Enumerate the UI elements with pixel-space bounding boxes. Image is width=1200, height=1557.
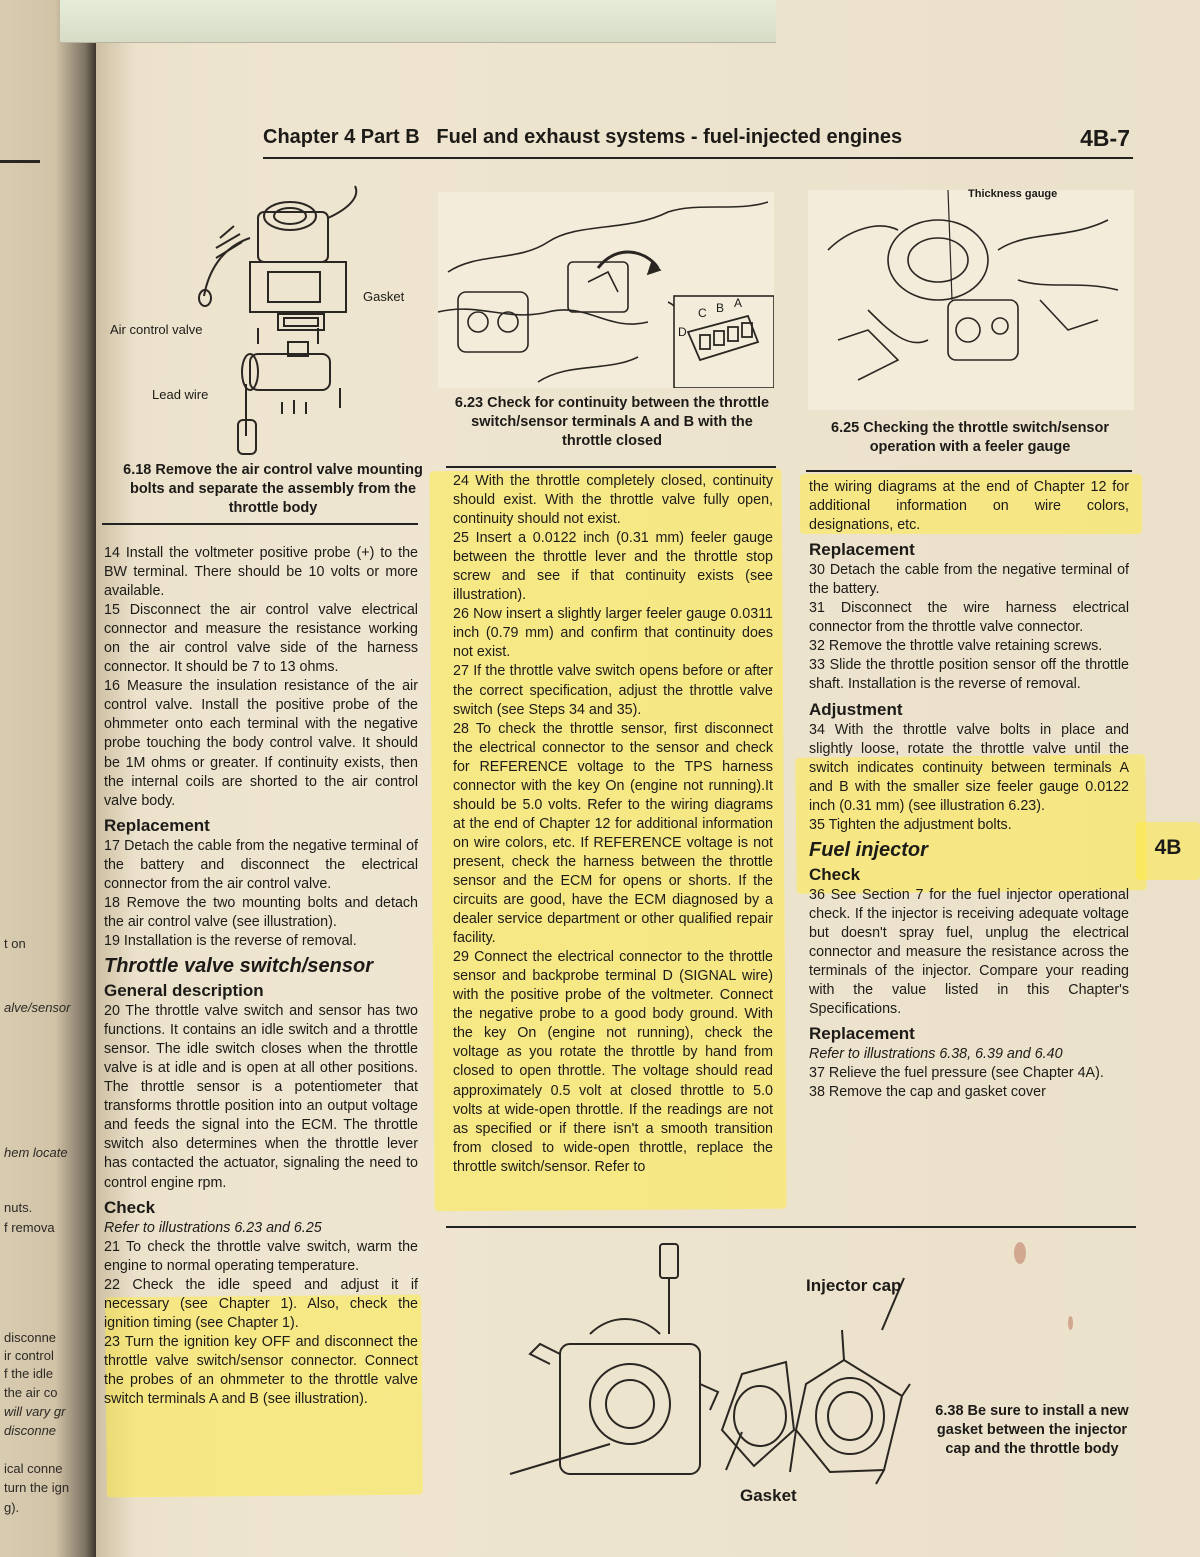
figure-6-25 [808,190,1134,410]
step-36: 36 See Section 7 for the fuel injector operational check. If the injector is receiving adequate voltage but doesn't spray fuel, unplug the electrical connector and measure the resistance across the terminals of the injector. Compare your reading with the value listed in this Chapter's Specifications. [809,886,1129,1018]
lead-wire-callout: Lead wire [152,387,209,402]
gutter-text: t on [4,936,26,951]
step-34: 34 With the throttle valve bolts in place and slightly loose, rotate the throttle valve until the switch indicates continuity between terminals A and B with the smaller size feeler gauge 0.0122 inch (0.31 mm) (see illustration 6.23). [809,721,1129,814]
gutter-text: disconne [4,1423,57,1438]
chapter-tab-4b: 4B [1154,836,1182,859]
step-26: 26 Now insert a slightly larger feeler gauge 0.0311 inch (0.79 mm) and confirm that continuity does not exist. [453,606,773,661]
figure-6-25-caption: 6.25 Checking the throttle switch/sensor operation with a feeler gauge [831,420,1109,455]
step-25: 25 Insert a 0.0122 inch (0.31 mm) feeler gauge between the throttle lever and the throttle stop screw and see if that continuity exists (see illustration). [453,530,773,604]
step-32: 32 Remove the throttle valve retaining screws. [809,638,1103,655]
gutter-text: turn the ign [4,1480,70,1495]
thickness-gauge-callout: Thickness gauge [968,188,1058,200]
gutter-text: ical conne [4,1461,63,1476]
gutter-text: the air co [4,1385,58,1400]
middle-figure-rule [446,466,776,468]
general-description-heading: General description [104,981,264,1001]
page-gutter [0,0,96,1557]
check-heading: Check [809,864,861,884]
gasket-callout: Gasket [363,289,405,304]
step-35: 35 Tighten the adjustment bolts. [809,816,1012,833]
replacement-heading: Replacement [809,540,915,560]
left-column [104,544,418,1409]
header-rule [263,157,1133,159]
right-figure-rule [806,470,1132,472]
chapter-title: Chapter 4 Part B Fuel and exhaust systems - fuel-injected engines [263,126,903,148]
gutter-text: will vary gr [4,1404,66,1419]
step-17: 17 Detach the cable from the negative terminal of the battery and disconnect the electrical connector from the air control valve. [104,837,418,892]
step-29: 29 Connect the electrical connector to the throttle sensor and backprobe terminal D (SIGNAL wire) with the positive probe of the voltmeter. Connect the negative probe to a good body ground. With the key On (engine not running), check the voltage as you rotate the throttle by hand from closed to open throttle. The voltage should read approximately 0.5 volt at closed throttle to 5.0 volts at wide-open throttle. If the readings are not as specified or if there isn't a smooth transition from closed to wide-open throttle, replace the throttle switch/sensor. Refer to [453,949,773,1175]
step-38: 38 Remove the cap and gasket cover [809,1084,1046,1101]
gutter-text: alve/sensor [4,1000,71,1015]
terminal-b-label: B [716,301,725,315]
figure-6-23-caption: 6.23 Check for continuity between the throttle switch/sensor terminals A and B with the throttle closed [454,395,770,449]
gutter-text: f remova [4,1220,55,1235]
figure-6-23 [438,192,774,388]
step-18: 18 Remove the two mounting bolts and detach the air control valve (see illustration). [104,894,418,930]
step-14: 14 Install the voltmeter positive probe (+) to the BW terminal. There should be 10 volts or more available. [104,545,418,600]
throttle-valve-section-title: Throttle valve switch/sensor [104,954,373,977]
gutter-text: hem locate [4,1145,68,1160]
right-column [809,478,1129,1102]
gutter-rule [0,160,40,163]
step-30: 30 Detach the cable from the negative terminal of the battery. [809,562,1129,598]
step-15: 15 Disconnect the air control valve electrical connector and measure the resistance working on the air control valve side of the harness connector. It should be 7 to 13 ohms. [104,602,418,676]
step-24: 24 With the throttle completely closed, continuity should exist. With the throttle valve fully open, continuity should not exist. [453,473,773,528]
gutter-text: f the idle [4,1366,54,1381]
step-21: 21 To check the throttle valve switch, warm the engine to normal operating temperature. [104,1238,418,1274]
gutter-text: g). [4,1500,20,1515]
step-33: 33 Slide the throttle position sensor off the throttle shaft. Installation is the reverse of removal. [809,657,1129,693]
fuel-injector-section-title: Fuel injector [809,838,928,861]
replacement-heading-2: Replacement [809,1024,915,1044]
feeler-gauge-illustration [808,190,1134,410]
injector-cap-callout: Injector cap [806,1276,902,1295]
gutter-text: ir control [4,1348,54,1363]
adjustment-heading: Adjustment [809,699,903,719]
torn-paper-strip [60,0,776,43]
gutter-text: nuts. [4,1200,33,1215]
paper-stain [1014,1242,1026,1264]
step-22: 22 Check the idle speed and adjust it if necessary (see Chapter 1). Also, check the ignition timing (see Chapter 1). [104,1276,418,1331]
check-heading: Check [104,1197,156,1217]
terminal-a-label: A [734,296,743,310]
step-16: 16 Measure the insulation resistance of the air control valve. Install the positive probe of the ohmmeter onto each terminal with the negative probe touching the body control valve. It should be 1M ohms or greater. If continuity exists, then the internal coils are shorted to the air control valve body. [104,678,418,809]
middle-column [453,472,773,1177]
gasket-callout: Gasket [740,1486,797,1505]
paper-stain [1068,1316,1073,1330]
step-27: 27 If the throttle valve switch opens before or after the correct specification, adjust the throttle valve switch (see Steps 34 and 35). [453,663,773,718]
bottom-figure-rule [446,1226,1136,1228]
step-19: 19 Installation is the reverse of removal. [104,932,357,949]
illustration-reference: Refer to illustrations 6.23 and 6.25 [104,1219,322,1236]
gutter-text: disconne [4,1330,57,1345]
page-number: 4B-7 [1080,125,1130,151]
continued-paragraph: the wiring diagrams at the end of Chapter 12 for additional information on wire colors, designations, etc. [809,479,1129,534]
illustration-reference: Refer to illustrations 6.38, 6.39 and 6.40 [809,1046,1063,1063]
step-23: 23 Turn the ignition key OFF and disconnect the throttle valve switch/sensor connector. Connect the probes of an ohmmeter to the throttle valve switch terminals A and B (see illustration). [104,1333,418,1408]
step-31: 31 Disconnect the wire harness electrical connector from the throttle valve connector. [809,600,1129,636]
figure-6-38-caption: 6.38 Be sure to install a new gasket between the injector cap and the throttle body [935,1403,1129,1457]
step-20: 20 The throttle valve switch and sensor has two functions. It contains an idle switch and a throttle sensor. The idle switch closes when the throttle valve is at idle and is open at all other positions. The throttle sensor is a potentiometer that transforms throttle position into an output voltage and feeds the signal into the ECM. The throttle switch also determines when the throttle lever has contacted the actuator, signaling the need to control engine rpm. [104,1003,418,1191]
replacement-heading: Replacement [104,815,210,835]
terminal-c-label: C [698,306,707,320]
figure-6-18-caption: 6.18 Remove the air control valve mounting bolts and separate the assembly from the throttle body [123,462,423,516]
throttle-switch-connector-illustration [438,192,774,388]
air-control-valve-callout: Air control valve [110,322,203,337]
page-header [263,126,1133,156]
step-37: 37 Relieve the fuel pressure (see Chapter 4A). [809,1065,1104,1082]
step-28: 28 To check the throttle sensor, first disconnect the electrical connector to the sensor and check for REFERENCE voltage to the TPS harness connector with the key On (engine not running).It should be 5.0 volts. Refer to the wiring diagrams at the end of Chapter 12 for additional information on wire colors, etc. If REFERENCE voltage is not present, check the harness between the throttle sensor and the ECM for opens or shorts. If the circuits are good, have the ECM diagnosed by a dealer service department or other qualified repair facility. [453,720,773,947]
left-figure-rule [102,523,418,525]
terminal-d-label: D [678,325,687,339]
